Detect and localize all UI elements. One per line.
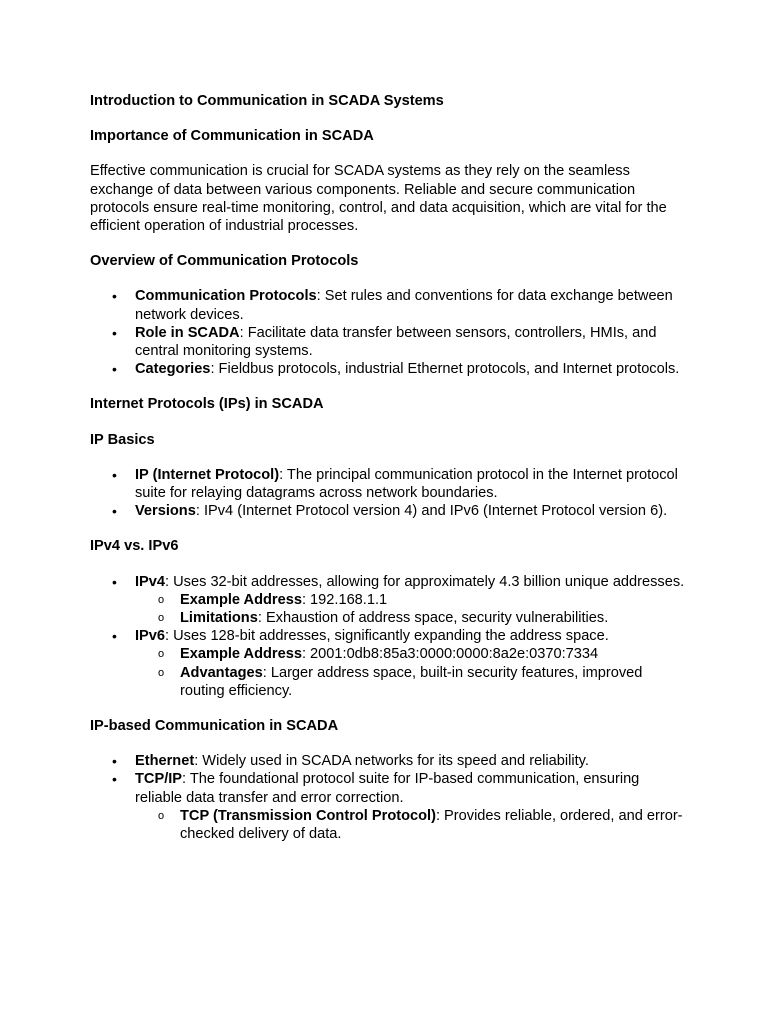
item-term: Example Address: [180, 591, 302, 608]
item-term: TCP (Transmission Control Protocol): [180, 807, 436, 824]
document-page: [90, 92, 690, 843]
item-term: Ethernet: [135, 753, 195, 770]
list-item: [135, 502, 690, 520]
overview-list: [90, 287, 690, 378]
item-term: TCP/IP: [135, 771, 183, 788]
list-item-ethernet: [135, 752, 690, 770]
tcpip-sublist: [135, 807, 690, 843]
section-heading-internet-protocols: Internet Protocols (IPs) in SCADA: [90, 396, 324, 413]
item-term: Versions: [135, 503, 196, 520]
item-text: : Provides reliable, ordered, and error-checked delivery of data.: [180, 807, 683, 843]
item-text: : Uses 128-bit addresses, significantly expanding the address space.: [165, 628, 609, 645]
ipv4-sublist: [135, 591, 690, 627]
item-text: : The foundational protocol suite for IP-based communication, ensuring reliable data transfer and error correction.: [135, 771, 640, 806]
item-term: IPv6: [135, 628, 166, 645]
item-text: : Exhaustion of address space, security vulnerabilities.: [257, 610, 609, 627]
sub-list-item: [180, 645, 690, 663]
list-item-tcpip: [135, 770, 690, 843]
item-term: Example Address: [180, 646, 302, 663]
list-item: [135, 360, 690, 378]
list-item: [135, 324, 690, 360]
list-item: [135, 287, 690, 323]
item-text: : 2001:0db8:85a3:0000:0000:8a2e:0370:7334: [301, 646, 599, 663]
item-term: IP (Internet Protocol): [135, 466, 280, 483]
ip-basics-list: [90, 466, 690, 521]
item-text: : Larger address space, built-in security features, improved routing efficiency.: [180, 664, 643, 699]
item-text: : Set rules and conventions for data exchange between network devices.: [135, 288, 673, 323]
item-term: Advantages: [180, 664, 263, 681]
item-text: : 192.168.1.1: [301, 591, 388, 608]
item-term: Role in SCADA: [135, 324, 240, 341]
document-title: Introduction to Communication in SCADA Systems: [90, 93, 444, 109]
item-text: : Fieldbus protocols, industrial Ethernet protocols, and Internet protocols.: [210, 361, 680, 378]
item-text: : Widely used in SCADA networks for its speed and reliability.: [194, 753, 589, 770]
item-term: Communication Protocols: [135, 288, 317, 305]
ipv4-ipv6-list: [90, 573, 690, 700]
sub-list-item: [180, 807, 690, 843]
item-text: : Uses 32-bit addresses, allowing for approximately 4.3 billion unique addresses.: [165, 573, 685, 590]
item-term: Categories: [135, 361, 211, 378]
ip-based-list: [90, 752, 690, 843]
list-item-ipv4: [135, 573, 690, 628]
item-text: : The principal communication protocol in the Internet protocol suite for relaying datagrams across network boundaries.: [135, 466, 678, 502]
section-heading-overview: Overview of Communication Protocols: [90, 253, 359, 270]
section-heading-ip-based: IP-based Communication in SCADA: [90, 718, 339, 735]
section-heading-ipv4-vs-ipv6: IPv4 vs. IPv6: [90, 538, 179, 555]
sub-list-item: [180, 591, 690, 609]
sub-list-item: [180, 609, 690, 627]
item-text: : Facilitate data transfer between sensors, controllers, HMIs, and central monitoring systems.: [135, 324, 657, 360]
sub-list-item: [180, 664, 690, 700]
list-item-ipv6: [135, 627, 690, 700]
item-text: : IPv4 (Internet Protocol version 4) and IPv6 (Internet Protocol version 6).: [195, 503, 668, 520]
item-term: Limitations: [180, 610, 258, 627]
importance-paragraph: Effective communication is crucial for SCADA systems as they rely on the seamless exchange of data between various components. Reliable and secure communication protocols ensure real-time monitoring, control, and data acquisition, which are vital for the efficient operation of industrial processes.: [90, 163, 667, 235]
section-heading-importance: Importance of Communication in SCADA: [90, 128, 374, 145]
list-item: [135, 466, 690, 502]
section-heading-ip-basics: IP Basics: [90, 431, 155, 448]
item-term: IPv4: [135, 573, 166, 590]
ipv6-sublist: [135, 645, 690, 700]
